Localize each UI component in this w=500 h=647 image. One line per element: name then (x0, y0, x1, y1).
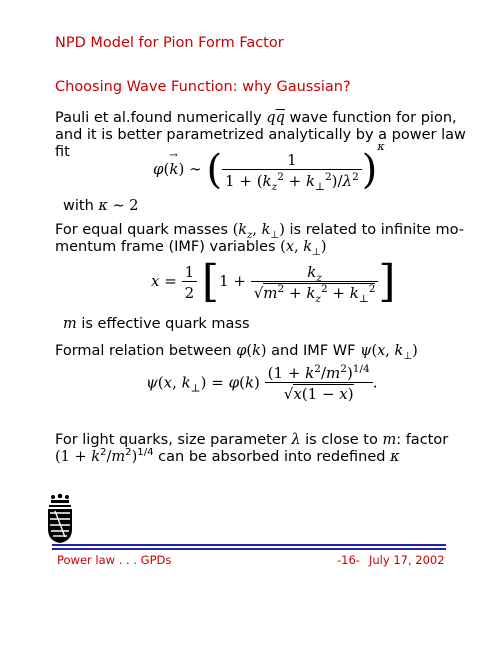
formal-relation: Formal relation between φ(k) and IMF WF ψ(x, $k_\perp$) (55, 343, 418, 362)
footer-page: -16- (337, 553, 360, 567)
kappa-note: with κ ∼ 2 (63, 198, 139, 214)
para1-line2: and it is better parametrized analytically by a power law (55, 127, 466, 143)
footer-left: Power law . . . GPDs (57, 553, 172, 567)
mass-note: m is effective quark mass (63, 316, 250, 332)
para2-line2: mentum frame (IMF) variables (x, $k_\perp$) (55, 239, 327, 258)
para2-line1: For equal quark masses ($k_z$, $k_\perp$) is related to infinite mo- (55, 222, 465, 241)
equation-psi: ψ(x, $k_\perp) = \varphi(k)$ $\frac{(1 + k^2/m^2)^{1/4}}{√x(1 - x)}$ . (146, 363, 378, 403)
subtitle-question: why Gaussian? (242, 79, 351, 95)
subtitle-red: Choosing Wave Function: (55, 79, 238, 95)
equation-power-law: φ(k → ) ∼ ( $\frac{1}{1 + (k_z^2 + k_\perp^2)/\lambda^2}$ )$^\kappa$ (153, 140, 385, 193)
qqbar-symbol: $q\overline{q}$ (266, 110, 285, 126)
footer-rule-top (52, 544, 446, 546)
footer-rule-bottom (52, 548, 446, 550)
subtitle (55, 79, 351, 96)
light-line1: For light quarks, size parameter λ is close to m: factor (55, 432, 449, 448)
university-logo (45, 493, 75, 545)
para1-line3: fit (55, 144, 70, 160)
slide-title: NPD Model for Pion Form Factor (55, 35, 284, 51)
para1-line1: Pauli et al.found numerically $q\overline{q}$ wave function for pion, (55, 110, 457, 126)
footer-date: July 17, 2002 (369, 553, 445, 567)
equation-x: x = $\frac{1}{2}$ [1 + $\frac{k_z}{√m^2 + k_z^2 + k_\perp^2}$ ] (151, 256, 396, 307)
light-line2: $(1 + k^2/m^2)^{1/4}$ can be absorbed into redefined κ (55, 447, 400, 465)
